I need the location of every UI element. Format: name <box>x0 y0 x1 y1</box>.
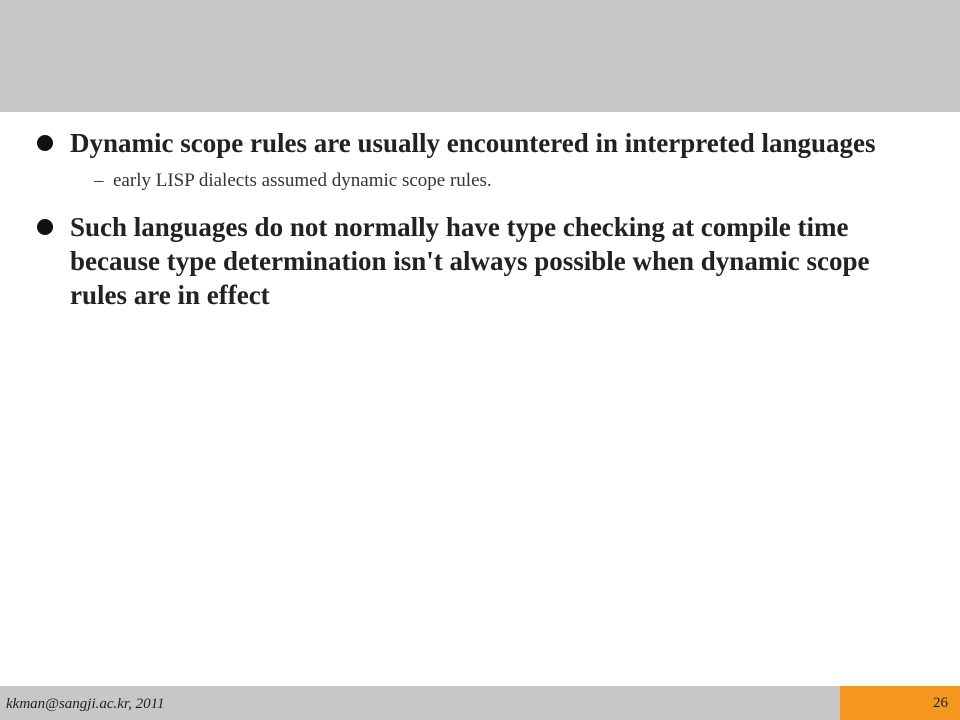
sub-bullet-text: early LISP dialects assumed dynamic scope rules. <box>113 170 492 191</box>
bullet-text: Dynamic scope rules are usually encountered in interpreted languages <box>70 128 876 158</box>
slide-content <box>36 126 916 312</box>
footer-author: kkman@sangji.ac.kr, 2011 <box>6 696 165 712</box>
bullet-dot-icon <box>37 219 53 235</box>
header-band <box>0 0 960 112</box>
footer-bar <box>0 686 840 720</box>
page-number-box <box>840 686 960 720</box>
page-number: 26 <box>933 695 948 711</box>
bullet-text: Such languages do not normally have type checking at compile time because type determination isn't always possible when dynamic scope rules are in effect <box>70 212 870 310</box>
bullet-dot-icon <box>37 135 53 151</box>
bullet-item <box>36 210 916 312</box>
bullet-item <box>36 126 916 160</box>
sub-bullet-item <box>36 168 916 194</box>
dash-icon: – <box>94 170 104 191</box>
